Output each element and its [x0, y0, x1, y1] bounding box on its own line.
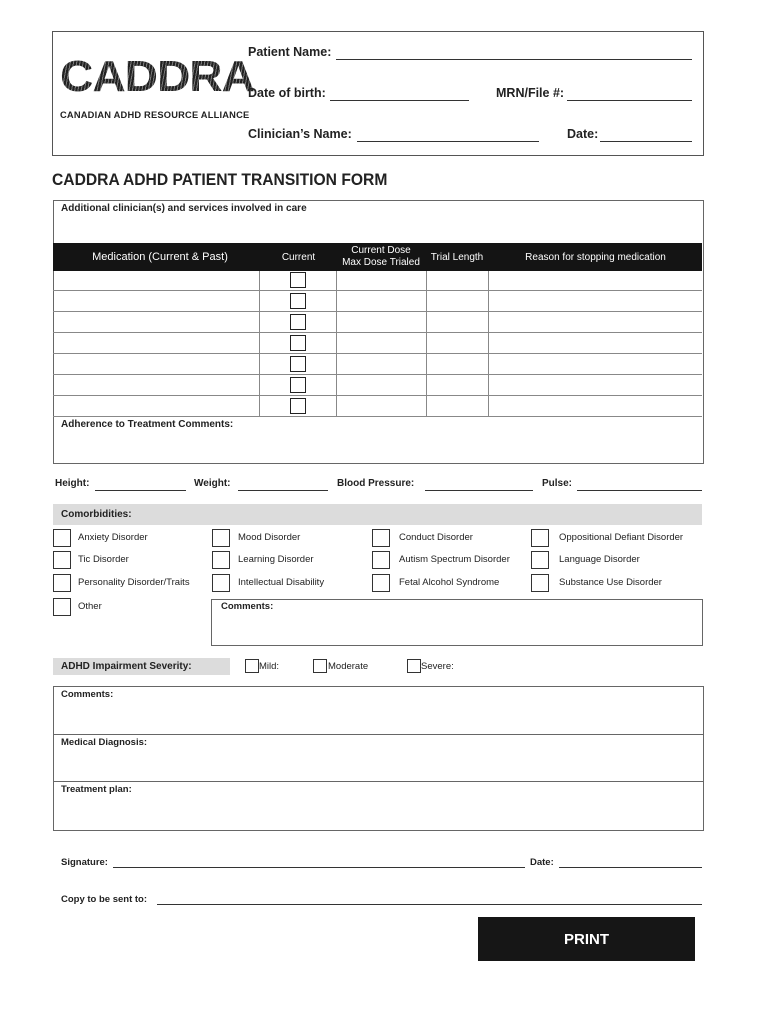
- notes-comments-label: Comments:: [61, 689, 114, 700]
- table-col-divider: [336, 271, 337, 416]
- anxiety-label: Anxiety Disorder: [78, 532, 148, 543]
- notes-divider: [53, 734, 703, 735]
- table-row-divider: [53, 290, 702, 291]
- medical-diagnosis-label: Medical Diagnosis:: [61, 737, 148, 748]
- comorbidities-heading: Comorbidities:: [61, 509, 132, 520]
- autism-checkbox[interactable]: [372, 551, 390, 569]
- comorbidities-comments-label: Comments:: [221, 601, 274, 612]
- dob-field[interactable]: [330, 100, 469, 101]
- severe-label: Severe:: [421, 661, 454, 672]
- weight-label: Weight:: [194, 478, 231, 489]
- header-date-field[interactable]: [600, 141, 692, 142]
- signature-date-label: Date:: [530, 857, 554, 868]
- blood-pressure-label: Blood Pressure:: [337, 478, 415, 489]
- table-row-divider: [53, 353, 702, 354]
- form-title: CADDRA ADHD PATIENT TRANSITION FORM: [52, 170, 388, 189]
- clinician-name-field[interactable]: [357, 141, 539, 142]
- severe-checkbox[interactable]: [407, 659, 421, 673]
- conduct-checkbox[interactable]: [372, 529, 390, 547]
- current-checkbox[interactable]: [290, 314, 306, 330]
- blood-pressure-field[interactable]: [425, 490, 533, 491]
- clinician-name-label: Clinician’s Name:: [248, 127, 352, 141]
- other-label: Other: [78, 601, 102, 612]
- learning-checkbox[interactable]: [212, 551, 230, 569]
- height-field[interactable]: [95, 490, 186, 491]
- moderate-label: Moderate: [328, 661, 369, 672]
- table-col-divider: [426, 271, 427, 416]
- table-row-divider: [53, 332, 702, 333]
- col-trial-length: Trial Length: [430, 252, 484, 263]
- current-checkbox[interactable]: [290, 335, 306, 351]
- table-col-divider: [488, 271, 489, 416]
- table-row-divider: [53, 374, 702, 375]
- pulse-label: Pulse:: [542, 478, 573, 489]
- treatment-plan-label: Treatment plan:: [61, 784, 132, 795]
- medical-diagnosis-field[interactable]: [53, 748, 703, 780]
- current-checkbox[interactable]: [290, 293, 306, 309]
- print-button[interactable]: PRINT: [478, 917, 695, 961]
- fetal-alcohol-label: Fetal Alcohol Syndrome: [399, 577, 500, 588]
- odd-checkbox[interactable]: [531, 529, 549, 547]
- adherence-field[interactable]: [53, 432, 703, 462]
- mild-label: Mild:: [259, 661, 280, 672]
- signature-date-field[interactable]: [559, 867, 702, 868]
- intellectual-label: Intellectual Disability: [238, 577, 325, 588]
- odd-label: Oppositional Defiant Disorder: [559, 532, 684, 543]
- current-checkbox[interactable]: [290, 377, 306, 393]
- weight-field[interactable]: [238, 490, 328, 491]
- mood-label: Mood Disorder: [238, 532, 301, 543]
- col-max-dose: Max Dose Trialed: [342, 257, 420, 268]
- personality-label: Personality Disorder/Traits: [78, 577, 190, 588]
- caddra-logo: CADDRA: [60, 52, 254, 101]
- table-row-divider: [53, 416, 702, 417]
- substance-use-checkbox[interactable]: [531, 574, 549, 592]
- other-checkbox[interactable]: [53, 598, 71, 616]
- conduct-label: Conduct Disorder: [399, 532, 473, 543]
- tic-label: Tic Disorder: [78, 554, 129, 565]
- notes-comments-field[interactable]: [53, 700, 703, 733]
- autism-label: Autism Spectrum Disorder: [399, 554, 510, 565]
- mrn-field[interactable]: [567, 100, 692, 101]
- copy-to-label: Copy to be sent to:: [61, 894, 148, 905]
- personality-checkbox[interactable]: [53, 574, 71, 592]
- intellectual-checkbox[interactable]: [212, 574, 230, 592]
- table-col-divider: [259, 271, 260, 416]
- col-current: Current: [281, 252, 316, 263]
- fetal-alcohol-checkbox[interactable]: [372, 574, 390, 592]
- mild-checkbox[interactable]: [245, 659, 259, 673]
- anxiety-checkbox[interactable]: [53, 529, 71, 547]
- signature-field[interactable]: [113, 867, 525, 868]
- col-reason: Reason for stopping medication: [525, 252, 666, 263]
- patient-name-label: Patient Name:: [248, 45, 332, 59]
- additional-clinicians-label: Additional clinician(s) and services involved in care: [61, 203, 307, 214]
- mood-checkbox[interactable]: [212, 529, 230, 547]
- comorbidities-comments-field[interactable]: [211, 599, 703, 646]
- severity-label: ADHD Impairment Severity:: [61, 661, 192, 672]
- caddra-logo-subtitle: CANADIAN ADHD RESOURCE ALLIANCE: [60, 110, 250, 120]
- additional-clinicians-field[interactable]: [53, 215, 703, 243]
- height-label: Height:: [55, 478, 90, 489]
- notes-divider: [53, 781, 703, 782]
- table-row-divider: [53, 311, 702, 312]
- current-checkbox[interactable]: [290, 272, 306, 288]
- comorbidities-bar: [53, 504, 702, 525]
- dob-label: Date of birth:: [248, 86, 326, 100]
- header-date-label: Date:: [567, 127, 599, 141]
- mrn-label: MRN/File #:: [496, 86, 565, 100]
- signature-label: Signature:: [61, 857, 108, 868]
- copy-to-field[interactable]: [157, 904, 702, 905]
- current-checkbox[interactable]: [290, 398, 306, 414]
- col-medication: Medication (Current & Past): [92, 251, 228, 263]
- table-row-divider: [53, 395, 702, 396]
- treatment-plan-field[interactable]: [53, 795, 703, 828]
- current-checkbox[interactable]: [290, 356, 306, 372]
- language-label: Language Disorder: [559, 554, 640, 565]
- patient-name-field[interactable]: [336, 59, 692, 60]
- tic-checkbox[interactable]: [53, 551, 71, 569]
- pulse-field[interactable]: [577, 490, 702, 491]
- learning-label: Learning Disorder: [238, 554, 314, 565]
- col-current-dose: Current Dose: [351, 245, 411, 256]
- adherence-label: Adherence to Treatment Comments:: [61, 419, 234, 430]
- moderate-checkbox[interactable]: [313, 659, 327, 673]
- substance-use-label: Substance Use Disorder: [559, 577, 662, 588]
- language-checkbox[interactable]: [531, 551, 549, 569]
- medication-table-header: [53, 243, 702, 271]
